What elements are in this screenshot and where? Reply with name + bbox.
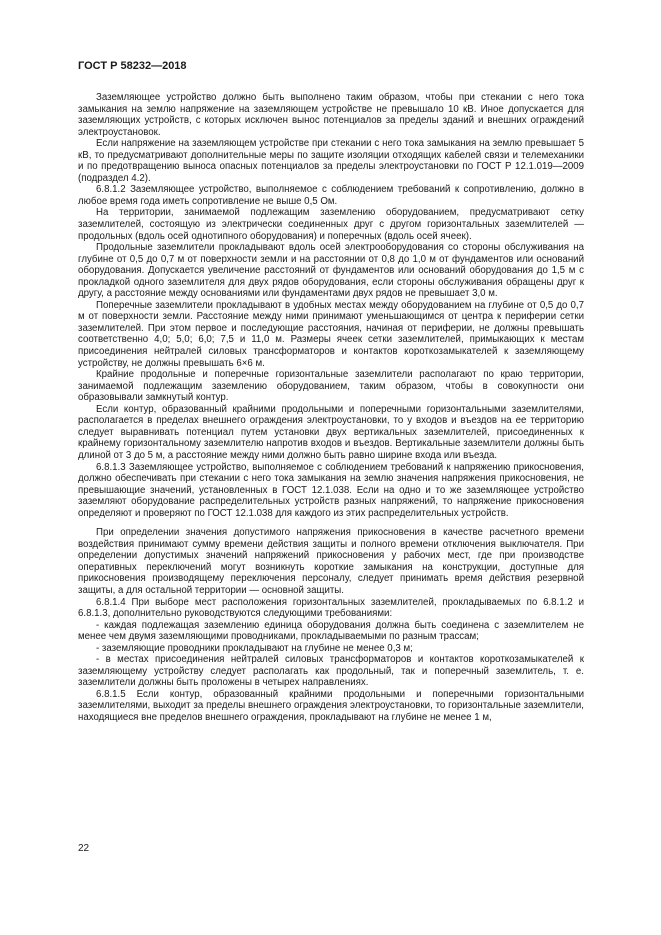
paragraph: Если напряжение на заземляющем устройстве при стекании с него тока замыкания на землю превышает 5 кВ, то предусматривают дополнительные меры по защите изоляции отходящих кабелей связи и телемеханики и по предотвращению выноса опасных потенциалов за пределы электроустановки по ГОСТ Р 12.1.019—2009 (подраздел 4.2). (78, 138, 584, 184)
document-body (78, 92, 584, 724)
list-item: - заземляющие проводники прокладывают на глубине не менее 0,3 м; (96, 642, 413, 654)
paragraph: 6.8.1.2 Заземляющее устройство, выполняемое с соблюдением требований к сопротивлению, должно в любое время года иметь сопротивление не выше 0,5 Ом. (78, 184, 584, 207)
running-header: ГОСТ Р 58232—2018 (78, 60, 187, 72)
paragraph: Если контур, образованный крайними продольными и поперечными горизонтальными заземлителями, располагается в пределах внешнего ограждения электроустановки, то у входов и въездов на ее территорию следует выравнивать потенциал путем установки двух вертикальных заземлителей, присоединенных к крайнему горизонтальному заземлителю напротив входов и въездов. Вертикальные заземлители должны быть длиной от 3 до 5 м, а расстояние между ними должно быть равно ширине входа или въезда. (78, 403, 584, 461)
paragraph: При определении значения допустимого напряжения прикосновения в качестве расчетного времени воздействия принимают сумму времени действия защиты и полного времени отключения выключателя. При определении допустимых значений напряжений прикосновения у рабочих мест, где при производстве оперативных переключений могут возникнуть короткие замыкания на конструкции, доступные для прикосновения производящему переключения персоналу, следует принимать время действия резервной защиты, а для остальной территории — основной защиты. (78, 527, 584, 596)
list-item: - в местах присоединения нейтралей силовых трансформаторов и контактов короткозамыкателей к заземляющему устройству следует располагать как продольный, так и поперечный заземлитель, т. е. заземлители должны быть проложены в четырех направлениях. (78, 654, 584, 689)
paragraph: На территории, занимаемой подлежащим заземлению оборудованием, предусматривают сетку заземлителей, состоящую из электрически соединенных друг с другом горизонтальных заземлителей — продольных (вдоль осей однотипного оборудования) и поперечных (вдоль осей ячеек). (78, 207, 584, 242)
list-item: - каждая подлежащая заземлению единица оборудования должна быть соединена с заземлителем не менее чем двумя заземляющими проводниками, прокладываемыми по разным трассам; (78, 619, 584, 643)
paragraph: 6.8.1.5 Если контур, образованный крайними продольными и поперечными горизонтальными заземлителями, выходит за пределы внешнего ограждения электроустановки, то горизонтальные заземлители, находящиеся вне пределов внешнего ограждения, прокладывают на глубине не менее 1 м, (78, 688, 584, 723)
paragraph: Крайние продольные и поперечные горизонтальные заземлители располагают по краю территории, занимаемой подлежащим заземлению оборудованием, таким образом, чтобы в совокупности они образовывали замкнутый контур. (78, 369, 584, 404)
paragraph: Поперечные заземлители прокладывают в удобных местах между оборудованием на глубине от 0,5 до 0,7 м от поверхности земли. Расстояние между ними принимают уменьшающимся от центра к периферии сетки заземлителей. При этом первое и последующие расстояния, начиная от периферии, не должны превышать соответственно 4,0; 5,0; 6,0; 7,5 и 11,0 м. Размеры ячеек сетки заземлителей, примыкающих к местам присоединения нейтралей силовых трансформаторов и контактов короткозамыкателей к заземляющему устройству, не должны превышать 6×6 м. (78, 299, 584, 369)
paragraph: Заземляющее устройство должно быть выполнено таким образом, чтобы при стекании с него тока замыкания на землю напряжение на заземляющем устройстве не превышало 10 кВ. Иное допускается для заземляющих устройств, с которых исключен вынос потенциалов за пределы зданий и внешних ограждений электроустановок. (78, 92, 584, 138)
page-number: 22 (78, 843, 90, 854)
paragraph: Продольные заземлители прокладывают вдоль осей электрооборудования со стороны обслуживания на глубине от 0,5 до 0,7 м от поверхности земли и на расстоянии от 0,8 до 1,0 м от фундаментов или оснований оборудования. Допускается увеличение расстояний от фундаментов или оснований оборудования до 1,5 м с прокладкой одного заземлителя для двух рядов оборудования, если стороны обслуживания обращены друг к другу, а расстояние между основаниями или фундаментами двух рядов не превышает 3,0 м. (78, 242, 584, 300)
paragraph: 6.8.1.3 Заземляющее устройство, выполняемое с соблюдением требований к напряжению прикосновения, должно обеспечивать при стекании с него тока замыкания на землю значения напряжения прикосновения, не превышающие значений, установленных в ГОСТ 12.1.038. Если на одно и то же заземляющее устройство заземляют оборудование распределительных устройств разных напряжений, то напряжение прикосновения определяют и проверяют по ГОСТ 12.1.038 для каждого из этих распределительных устройств. (78, 461, 584, 519)
paragraph: 6.8.1.4 При выборе мест расположения горизонтальных заземлителей, прокладываемых по 6.8.1.2 и 6.8.1.3, дополнительно руководствуются следующими требованиями: (78, 596, 584, 620)
